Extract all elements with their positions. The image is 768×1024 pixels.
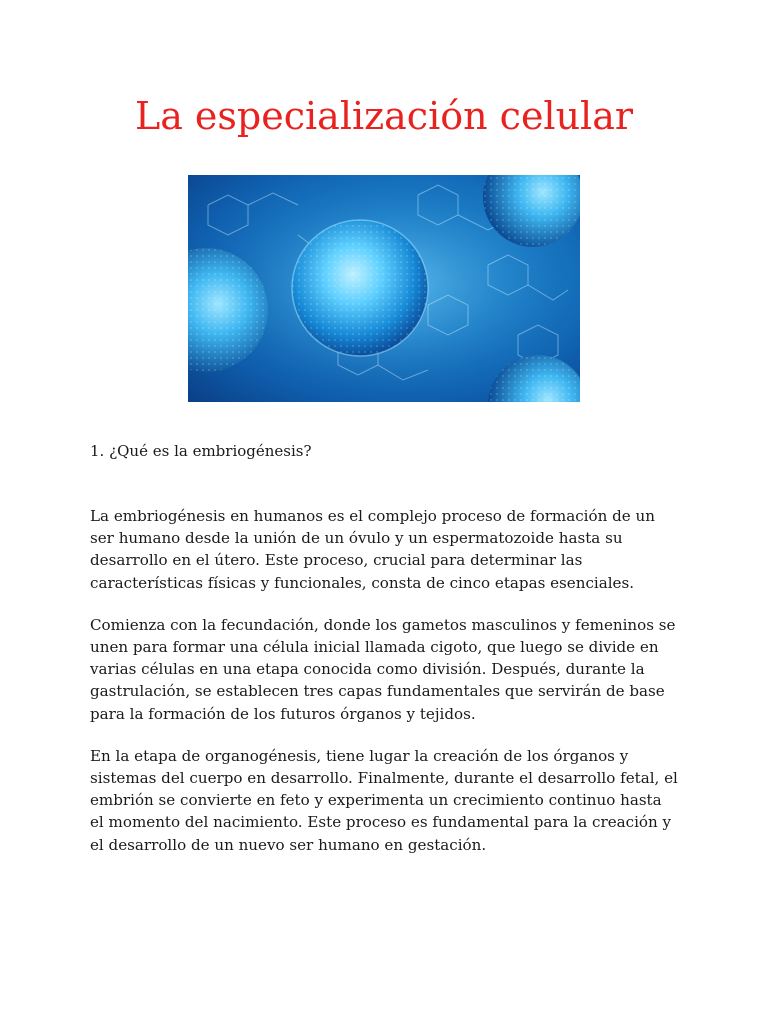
cells-illustration [188, 175, 580, 402]
section-heading: 1. ¿Qué es la embriogénesis? [90, 442, 312, 460]
article-body [90, 505, 680, 876]
page-title: La especialización celular [134, 94, 634, 138]
paragraph-3: En la etapa de organogénesis, tiene lugar la creación de los órganos y sistemas del cuerpo en desarrollo. Finalmente, durante el desarrollo fetal, el embrión se convierte en feto y experimenta un crecimiento continuo hasta el momento del nacimiento. Este proceso es fundamental para la creación y el desarrollo de un nuevo ser humano en gestación. [90, 746, 678, 854]
paragraph-2: Comienza con la fecundación, donde los gametos masculinos y femeninos se unen para formar una célula inicial llamada cigoto, que luego se divide en varias células en una etapa conocida como división. Después, durante la gastrulación, se establecen tres capas fundamentales que servirán de base para la formación de los futuros órganos y tejidos. [90, 615, 676, 723]
cell-center [292, 220, 428, 356]
cells-image [188, 175, 580, 402]
paragraph-1: La embriogénesis en humanos es el complejo proceso de formación de un ser humano desde la unión de un óvulo y un espermatozoide hasta su desarrollo en el útero. Este proceso, crucial para determinar las características físicas y funcionales, consta de cinco etapas esenciales. [90, 507, 655, 592]
